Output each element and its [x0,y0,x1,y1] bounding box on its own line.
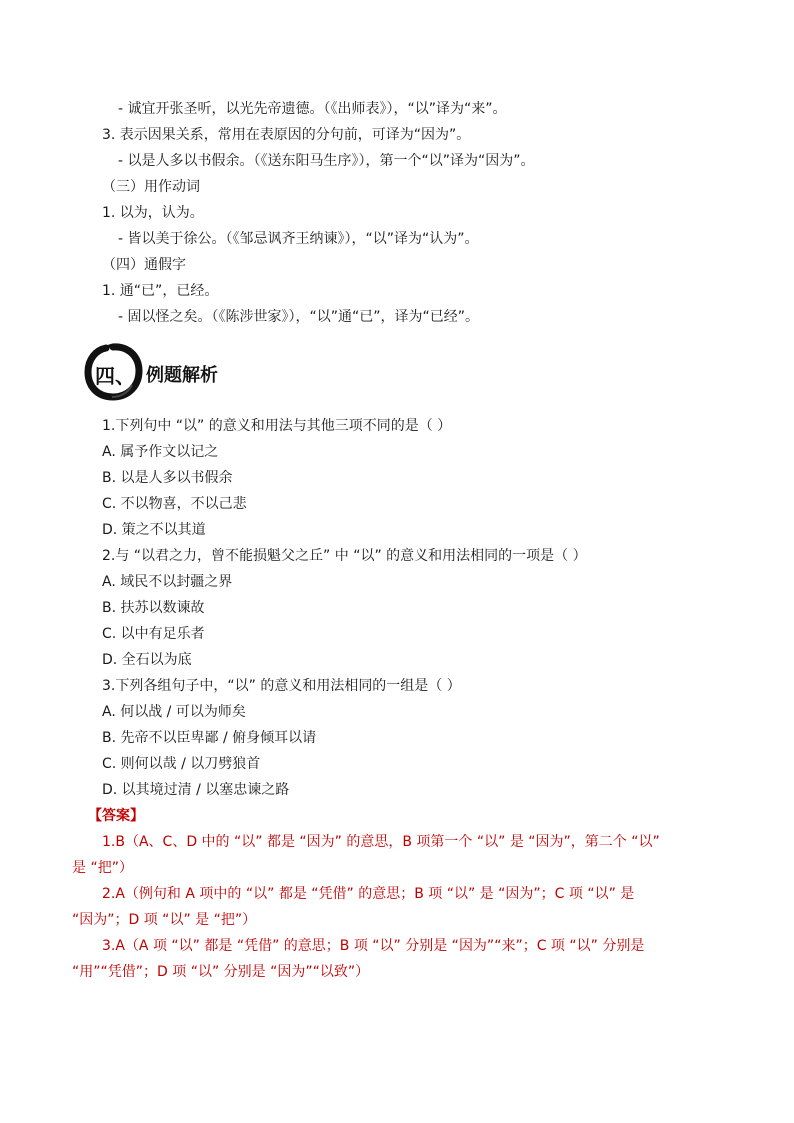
question-option: C. 不以物喜，不以己悲 [102,496,247,512]
question-stem: 3.下列各组句子中，“以” 的意义和用法相同的一组是（ ） [102,678,461,694]
question-option: B. 先帝不以臣卑鄙 / 俯身倾耳以请 [102,730,317,746]
answer-line: 3.A（A 项 “以” 都是 “凭借” 的意思；B 项 “以” 分别是 “因为”“来”；C 项 “以” 分别是 [102,938,645,954]
answer-line: 1.B（A、C、D 中的 “以” 都是 “因为” 的意思，B 项第一个 “以” 是 “因为”，第二个 “以” [102,834,660,850]
answer-line: “因为”；D 项 “以” 是 “把”） [72,912,257,928]
question-option: A. 属予作文以记之 [102,444,219,460]
question-option: B. 扶苏以数谏故 [102,600,205,616]
answer-line: “用”“凭借”；D 项 “以” 分别是 “因为”“以致”） [72,964,370,980]
question-option: B. 以是人多以书假余 [102,470,233,486]
question-option: A. 何以战 / 可以为师矣 [102,704,246,720]
usage-item: 1. 以为，认为。 [102,205,204,221]
question-option: D. 策之不以其道 [102,522,206,538]
subsection-heading: （三）用作动词 [102,179,200,195]
section-number: 四、 [95,364,135,388]
example-line: - 以是人多以书假余。（《送东阳马生序》），第一个“以”译为“因为”。 [118,153,535,169]
answer-label: 【答案】 [88,808,144,824]
section-heading [82,341,302,403]
usage-item: 1. 通“已”，已经。 [102,283,219,299]
example-line: - 皆以美于徐公。（《邹忌讽齐王纳谏》），“以”译为“认为”。 [118,231,479,247]
subsection-heading: （四）通假字 [102,257,186,273]
question-option: C. 以中有足乐者 [102,626,205,642]
usage-item: 3. 表示因果关系，常用在表原因的分句前，可译为“因为”。 [102,127,471,143]
question-option: D. 以其境过清 / 以塞忠谏之路 [102,782,290,798]
question-option: D. 全石以为底 [102,652,192,668]
section-title: 例题解析 [146,365,218,386]
question-stem: 1.下列句中 “以” 的意义和用法与其他三项不同的是（ ） [102,418,452,434]
answer-line: 2.A（例句和 A 项中的 “以” 都是 “凭借” 的意思；B 项 “以” 是 “因为”；C 项 “以” 是 [102,886,635,902]
example-line: - 诚宜开张圣听，以光先帝遗德。（《出师表》），“以”译为“来”。 [118,101,507,117]
question-option: A. 域民不以封疆之界 [102,574,233,590]
answer-line: 是 “把”） [72,860,133,876]
example-line: - 固以怪之矣。（《陈涉世家》），“以”通“已”，译为“已经”。 [118,309,480,325]
question-stem: 2.与 “以君之力，曾不能损魁父之丘” 中 “以” 的意义和用法相同的一项是（ ） [102,548,587,564]
question-option: C. 则何以哉 / 以刀劈狼首 [102,756,261,772]
